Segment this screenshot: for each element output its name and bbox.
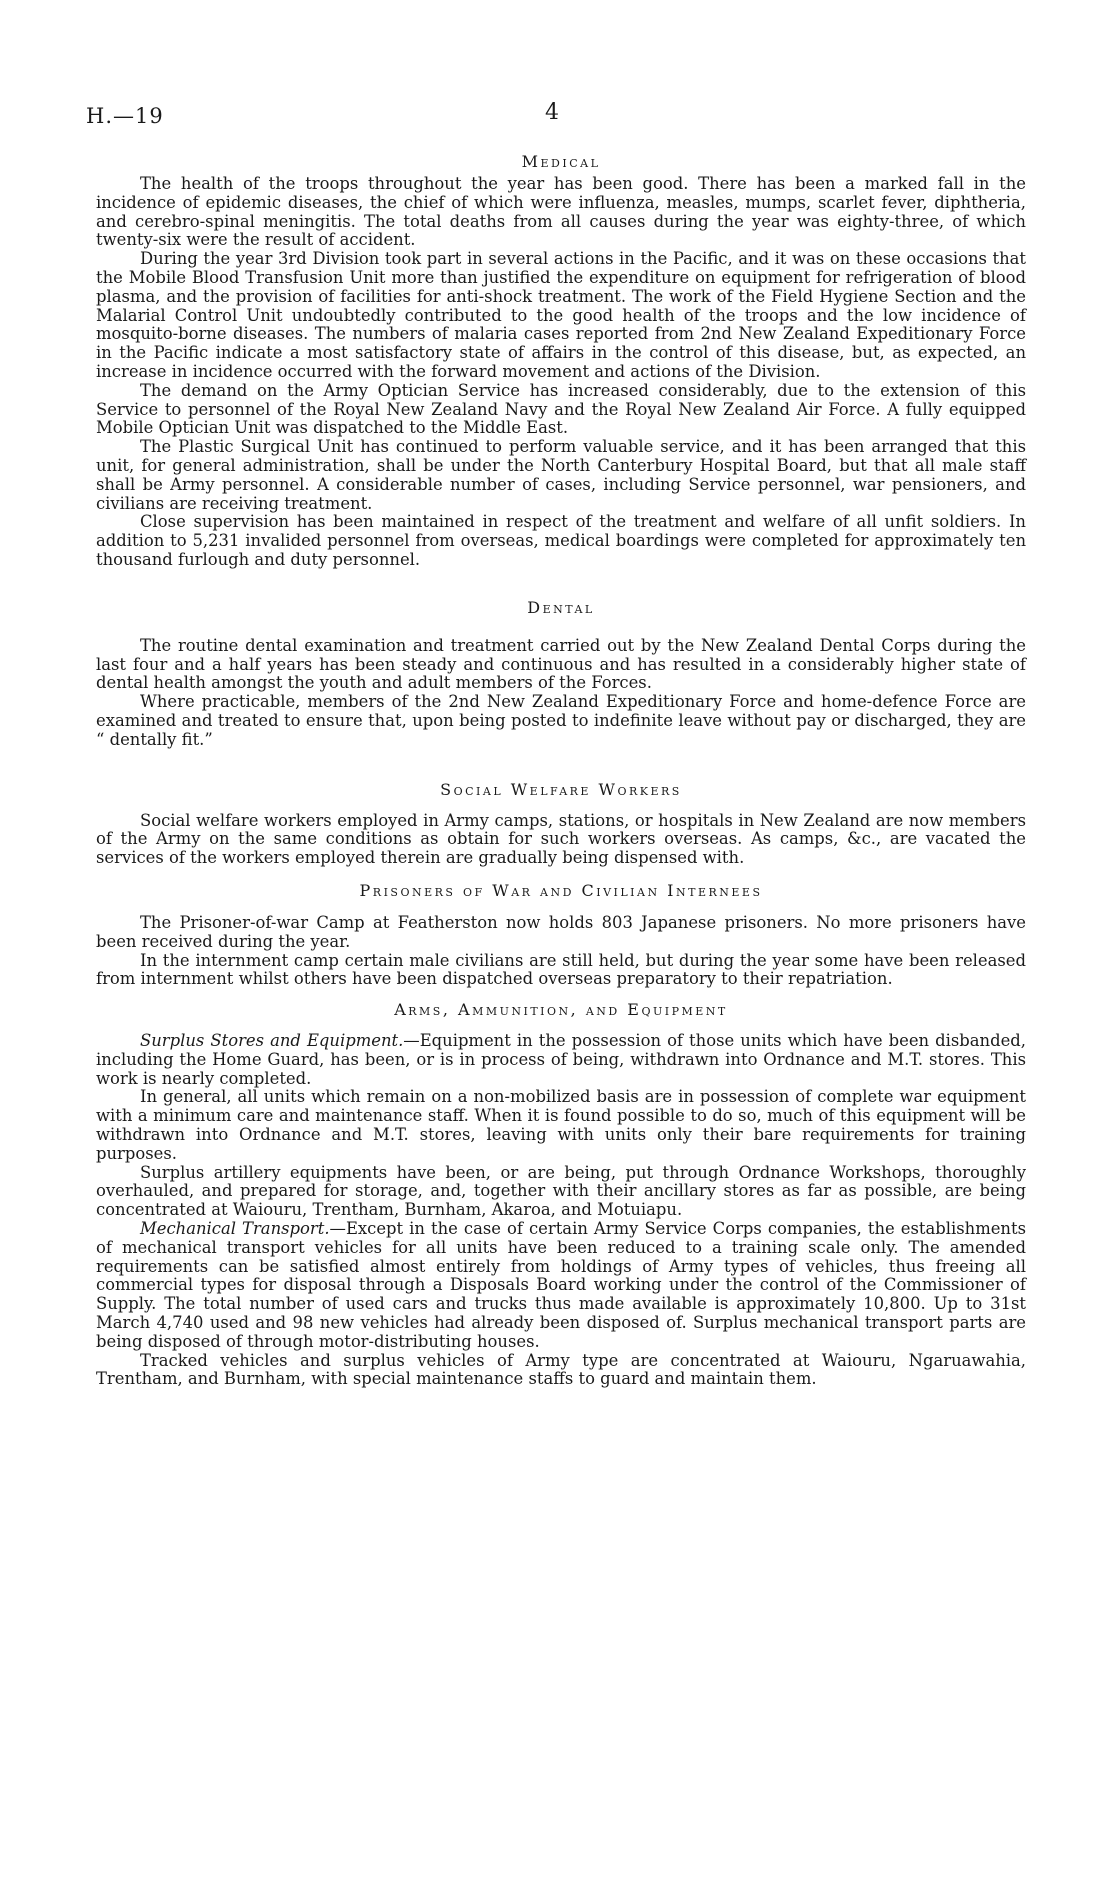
paragraph: The health of the troops throughout the year has been good. There has been a marked fall in the incidence of epidemic diseases, the chief of which were influenza, measles, mumps, scarlet fever, diphtheria, and cerebro-spinal meningitis. The total deaths from all causes during the year was eighty-three, of which twenty-six were the result of accident. bbox=[96, 174, 1026, 250]
paragraph-lead-mechanical-transport: Mechanical Transport. bbox=[140, 1219, 330, 1239]
section-medical bbox=[96, 152, 1026, 570]
paragraph-text: —Equipment in the possession of those units which have been disbanded, including the Home Guard, has been, or is in process of being, withdrawn into Ordnance and M.T. stores. This work is nearly completed. bbox=[96, 1031, 1026, 1088]
paragraph: In general, all units which remain on a non-mobilized basis are in possession of complete war equipment with a minimum care and maintenance staff. When it is found possible to do so, much of this equipment will be withdrawn into Ordnance and M.T. stores, leaving with units only their bare requirements for training purposes. bbox=[96, 1087, 1026, 1163]
paragraph: Social welfare workers employed in Army camps, stations, or hospitals in New Zealand are now members of the Army on the same conditions as obtain for such workers overseas. As camps, &c., are vacated the services of the workers employed therein are gradually being dispensed with. bbox=[96, 810, 1026, 868]
paragraph bbox=[96, 1032, 1026, 1088]
paragraph bbox=[96, 1220, 1026, 1352]
paragraph-text: —Except in the case of certain Army Service Corps companies, the establishments of mechanical transport vehicles for all units have been reduced to a training scale only. The amended requirements can be satisfied almost entirely from holdings of Army types of vehicles, thus freeing all commercial types for disposal through a Disposals Board working under the control of the Commissioner of Supply. The total number of used cars and trucks thus made available is approximately 10,800. Up to 31st March 4,740 used and 98 new vehicles had already been disposed of. Surplus mechanical transport parts are being disposed of through motor-distributing houses. bbox=[96, 1219, 1026, 1351]
section-prisoners-of-war bbox=[96, 881, 1026, 989]
page-number: 4 bbox=[545, 100, 559, 125]
paragraph: The routine dental examination and treatment carried out by the New Zealand Dental Corps during the last four and a half years has been steady and continuous and has resulted in a considerably higher state of dental health amongst the youth and adult members of the Forces. bbox=[96, 635, 1026, 693]
section-dental bbox=[96, 598, 1026, 750]
paragraph: The Prisoner-of-war Camp at Featherston now holds 803 Japanese prisoners. No more prisoners have been received during the year. bbox=[96, 912, 1026, 951]
paragraph: Tracked vehicles and surplus vehicles of Army type are concentrated at Waiouru, Ngaruawahia, Trentham, and Burnham, with special maintenance staffs to guard and maintain them. bbox=[96, 1350, 1026, 1389]
section-arms-ammunition bbox=[96, 1000, 1026, 1389]
paragraph: During the year 3rd Division took part in several actions in the Pacific, and it was on these occasions that the Mobile Blood Transfusion Unit more than justified the expenditure on equipment for refrigeration of blood plasma, and the provision of facilities for anti-shock treatment. The work of the Field Hygiene Section and the Malarial Control Unit undoubtedly contributed to the good health of the troops and the low incidence of mosquito-borne diseases. The numbers of malaria cases reported from 2nd New Zealand Expeditionary Force in the Pacific indicate a most satisfactory state of affairs in the control of this disease, but, as expected, an increase in incidence occurred with the forward movement and actions of the Division. bbox=[96, 249, 1026, 381]
paragraph: Where practicable, members of the 2nd New Zealand Expeditionary Force and home-defence Force are examined and treated to ensure that, upon being posted to indefinite leave without pay or discharged, they are “ dentally fit.” bbox=[96, 692, 1026, 749]
paragraph: Close supervision has been maintained in respect of the treatment and welfare of all unfit soldiers. In addition to 5,231 invalided personnel from overseas, medical boardings were completed for approximately ten thousand furlough and duty personnel. bbox=[96, 512, 1026, 569]
paragraph-lead-surplus-stores: Surplus Stores and Equipment. bbox=[140, 1031, 404, 1051]
section-title-arms-ammunition: Arms, Ammunition, and Equipment bbox=[394, 1000, 728, 1020]
section-title-dental: Dental bbox=[527, 597, 595, 617]
paragraph: Surplus artillery equipments have been, or are being, put through Ordnance Workshops, thoroughly overhauled, and prepared for storage, and, together with their ancillary stores as far as possible, are being concentrated at Waiouru, Trentham, Burnham, Akaroa, and Motuiapu. bbox=[96, 1162, 1026, 1220]
section-title-medical: Medical bbox=[521, 152, 601, 171]
body-column bbox=[96, 152, 1026, 1389]
section-social-welfare bbox=[96, 780, 1026, 868]
paragraph: The demand on the Army Optician Service has increased considerably, due to the extension of this Service to personnel of the Royal New Zealand Navy and the Royal New Zealand Air Force. A fully equipped Mobile Optician Unit was dispatched to the Middle East. bbox=[96, 380, 1026, 438]
paragraph: The Plastic Surgical Unit has continued to perform valuable service, and it has been arranged that this unit, for general administration, shall be under the North Canterbury Hospital Board, but that all male staff shall be Army personnel. A considerable number of cases, including Service personnel, war pensioners, and civilians are receiving treatment. bbox=[96, 437, 1026, 513]
section-title-social-welfare: Social Welfare Workers bbox=[440, 779, 682, 799]
document-reference: H.—19 bbox=[86, 104, 164, 128]
section-title-prisoners-of-war: Prisoners of War and Civilian Internees bbox=[359, 880, 763, 900]
paragraph: In the internment camp certain male civilians are still held, but during the year some have been released from internment whilst others have been dispatched overseas preparatory to their repatriation. bbox=[96, 950, 1026, 989]
